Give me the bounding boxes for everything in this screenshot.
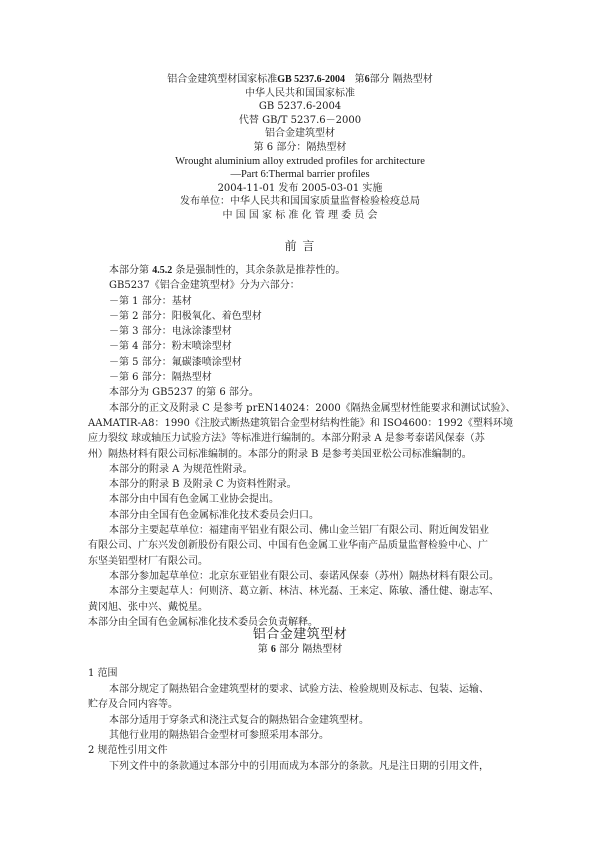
paragraph-continued: AAMATIR-A8：1990《注胶式断热建筑铝合金型材结构性能》和 ISO4600：1992《塑料环境: [88, 417, 513, 429]
issue-dates: 2004-11-01 发布 2005-03-01 实施: [217, 182, 383, 194]
paragraph: 下列文件中的条款通过本部分中的引用而成为本部分的条款。凡是注日期的引用文件，: [109, 760, 489, 772]
section-scope: [88, 666, 518, 744]
paragraph: 本部分适用于穿条式和浇注式复合的隔热铝合金建筑型材。: [109, 714, 369, 726]
part-title-cn: 第 6 部分：隔热型材: [253, 141, 347, 153]
foreword-heading: 前 言: [284, 239, 316, 253]
paragraph-continued: 贮存及合同内容等。: [88, 699, 178, 710]
subtitle-part-number: 6: [270, 644, 276, 655]
paragraph: 本部分的正文及附录 C 是参考 prEN14024：2000《隔热金属型材性能要求和测试试验》、: [109, 402, 516, 414]
header-title-prefix: 铝合金建筑型材国家标准: [167, 74, 278, 85]
paragraph: 其他行业用的隔热铝合金型材可参照采用本部分。: [109, 730, 329, 741]
paragraph-continued: 州）隔热材料有限公司标准编制的。本部分的附录 B 是参考美国亚松公司标准编制的。: [88, 448, 472, 460]
section-title: 1 范围: [88, 668, 118, 679]
paragraph: 本部分第 4.5.2 条是强制性的，其余条款是推荐性的。: [109, 265, 346, 276]
clause-number: 4.5.2: [152, 265, 173, 276]
list-item: －第 4 部分：粉末喷涂型材: [109, 341, 232, 353]
paragraph: 本部分的附录 B 及附录 C 为资料性附录。: [109, 479, 297, 491]
paragraph-continued: 东坚美铝型材厂有限公司。: [88, 555, 208, 567]
standard-title-en: Wrought aluminium alloy extruded profiles for architecture: [175, 155, 425, 167]
list-item: －第 3 部分：电泳涂漆型材: [109, 326, 232, 338]
foreword-body: [88, 263, 518, 630]
paragraph: 本部分参加起草单位：北京东亚铝业有限公司、泰诺风保泰（苏州）隔热材料有限公司。: [109, 570, 499, 582]
standard-number: GB 5237.6-2004: [258, 101, 342, 113]
issuing-authority: 发布单位：中华人民共和国国家质量监督检验检疫总局: [180, 196, 420, 208]
replaces-standard: 代替 GB/T 5237.6－2000: [238, 114, 362, 126]
paragraph: 本部分的附录 A 为规范性附录。: [109, 463, 253, 475]
main-subtitle: 第 6 部分 隔热型材: [257, 644, 343, 655]
main-title: 铝合金建筑型材: [252, 627, 348, 642]
header-part-prefix: 第: [354, 74, 365, 85]
standard-header: [0, 73, 600, 223]
national-standard-label: 中华人民共和国国家标准: [245, 87, 355, 99]
header-part-suffix: 部分 隔热型材: [369, 74, 433, 85]
list-item: －第 5 部分：氟碳漆喷涂型材: [109, 356, 242, 368]
paragraph-continued: 应力裂纹 球或轴压力试验方法》等标准进行编制的。本部分附录 A 是参考泰诺风保泰（苏: [88, 433, 485, 445]
section-normative-references: [88, 743, 518, 774]
paragraph-continued: 黄冈旭、张中兴、戴悦星。: [88, 601, 208, 613]
paragraph: 本部分由全国有色金属标准化技术委员会负责解释。: [88, 616, 318, 628]
paragraph: 本部分规定了隔热铝合金建筑型材的要求、试验方法、检验规则及标志、包装、运输、: [109, 683, 489, 695]
paragraph: 本部分主要起草人：何则济、葛立新、林洁、林光磊、王来定、陈敏、潘仕健、谢志军、: [109, 586, 499, 598]
issuing-committee: 中 国 国 家 标 准 化 管 理 委 员 会: [222, 209, 378, 221]
section-title: 2 规范性引用文件: [88, 745, 168, 756]
list-item: －第 1 部分：基材: [109, 295, 192, 307]
header-part-number: 6: [364, 74, 370, 85]
list-item: －第 2 部分：阳极氧化、着色型材: [109, 310, 262, 322]
standard-code: GB 5237.6-2004: [277, 74, 346, 85]
standard-title-cn: 铝合金建筑型材: [265, 128, 335, 140]
paragraph: 本部分主要起草单位：福建南平铝业有限公司、佛山金兰铝厂有限公司、附近闽发铝业: [109, 525, 489, 537]
paragraph-continued: 有限公司、广东兴发创新股份有限公司、中国有色金属工业华南产品质量监督检验中心、广: [88, 540, 488, 552]
header-title-line: [0, 73, 600, 87]
list-item: －第 6 部分：隔热型材: [109, 372, 212, 384]
paragraph: 本部分为 GB5237 的第 6 部分。: [109, 387, 259, 399]
part-title-en: —Part 6:Thermal barrier profiles: [230, 169, 370, 181]
paragraph: 本部分由全国有色金属标准化技术委员会归口。: [109, 509, 319, 521]
paragraph: GB5237《铝合金建筑型材》分为六部分：: [109, 280, 300, 292]
paragraph: 本部分由中国有色金属工业协会提出。: [109, 494, 279, 506]
